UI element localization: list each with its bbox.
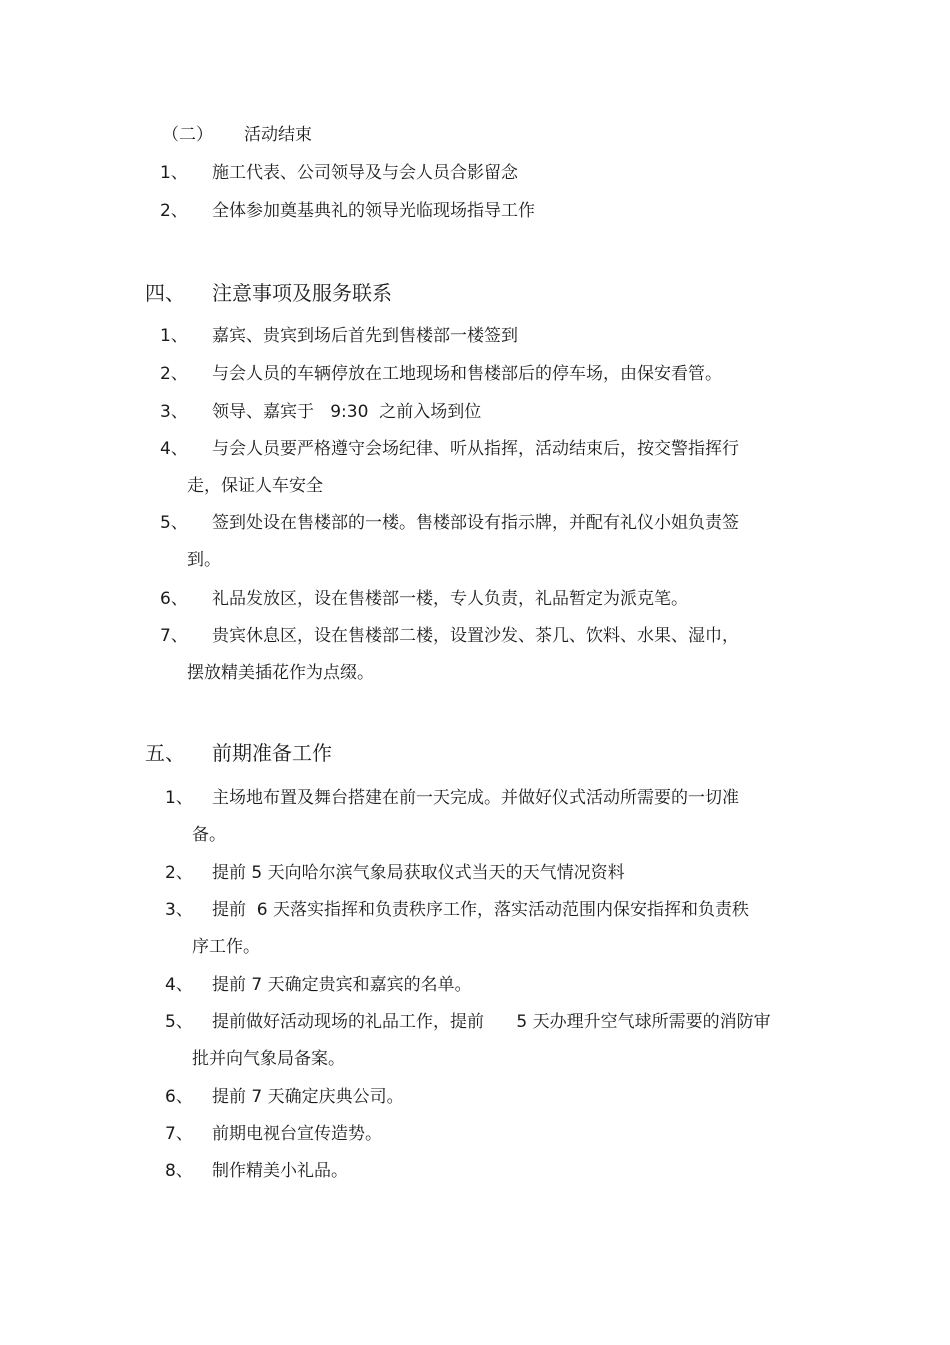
list-item-text: 与会人员要严格遵守会场纪律、听从指挥，活动结束后，按交警指挥行 [212,439,739,459]
list-item-number: 3、 [160,402,188,422]
list-item-number: 2、 [165,863,193,883]
section-number: 四、 [145,281,185,305]
list-item-text-continued: 到。 [187,550,221,570]
list-item-text: 提前做好活动现场的礼品工作，提前 5 天办理升空气球所需要的消防审 [212,1012,771,1032]
list-item-text-continued: 摆放精美插花作为点缀。 [187,663,374,683]
list-item-text: 提前 7 天确定贵宾和嘉宾的名单。 [212,975,472,995]
list-item-text: 提前 6 天落实指挥和负责秩序工作，落实活动范围内保安指挥和负责秩 [212,900,750,920]
section-title: 注意事项及服务联系 [212,281,392,305]
list-item-number: 6、 [160,589,188,609]
list-item-number: 1、 [160,326,188,346]
list-item-number: 2、 [160,201,188,221]
list-item-text: 前期电视台宣传造势。 [212,1124,382,1144]
list-item-number: 1、 [160,163,188,183]
list-item-number: 3、 [165,900,193,920]
list-item-number: 7、 [160,626,188,646]
list-item-text: 礼品发放区，设在售楼部一楼，专人负责，礼品暂定为派克笔。 [212,589,688,609]
list-item-number: 4、 [165,975,193,995]
list-item-text: 提前 5 天向哈尔滨气象局获取仪式当天的天气情况资料 [212,863,625,883]
list-item-number: 1、 [165,788,193,808]
list-item-text-continued: 序工作。 [192,937,260,957]
section-title: 前期准备工作 [212,741,332,765]
sub-heading-title: 活动结束 [244,125,312,145]
list-item-number: 2、 [160,364,188,384]
list-item-text: 签到处设在售楼部的一楼。售楼部设有指示牌，并配有礼仪小姐负责签 [212,513,739,533]
list-item-text-continued: 备。 [192,825,226,845]
list-item-number: 7、 [165,1124,193,1144]
list-item-text: 全体参加奠基典礼的领导光临现场指导工作 [212,201,535,221]
list-item-text: 制作精美小礼品。 [212,1161,348,1181]
list-item-text-continued: 走，保证人车安全 [187,476,323,496]
list-item-number: 4、 [160,439,188,459]
list-item-text: 施工代表、公司领导及与会人员合影留念 [212,163,518,183]
sub-heading-number: （二） [162,125,213,145]
list-item-text-continued: 批并向气象局备案。 [192,1049,345,1069]
list-item-text: 嘉宾、贵宾到场后首先到售楼部一楼签到 [212,326,518,346]
list-item-text: 领导、嘉宾于 9:30 之前入场到位 [212,402,482,422]
list-item-number: 5、 [160,513,188,533]
list-item-text: 贵宾休息区，设在售楼部二楼，设置沙发、茶几、饮料、水果、湿巾， [212,626,739,646]
list-item-number: 8、 [165,1161,193,1181]
list-item-text: 主场地布置及舞台搭建在前一天完成。并做好仪式活动所需要的一切准 [212,788,739,808]
list-item-number: 6、 [165,1087,193,1107]
list-item-text: 与会人员的车辆停放在工地现场和售楼部后的停车场，由保安看管。 [212,364,722,384]
list-item-text: 提前 7 天确定庆典公司。 [212,1087,404,1107]
list-item-number: 5、 [165,1012,193,1032]
section-number: 五、 [145,741,185,765]
